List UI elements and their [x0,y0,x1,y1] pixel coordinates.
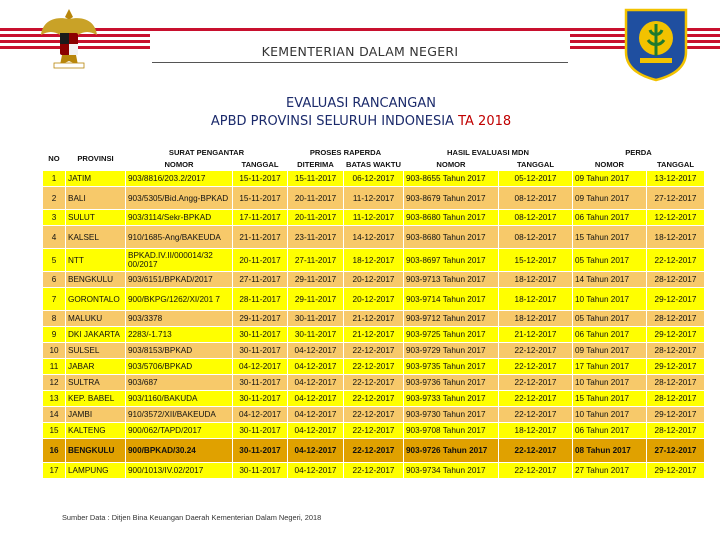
row-perda-nomor: 05 Tahun 2017 [572,311,646,327]
row-hasil-nomor: 903-9729 Tahun 2017 [403,343,498,359]
table-row [43,226,705,249]
row-hasil-nomor: 903-9735 Tahun 2017 [403,359,498,375]
table-group-header-row [43,147,705,159]
table-row [43,311,705,327]
title-main-text: APBD PROVINSI SELURUH INDONESIA [210,114,459,129]
row-perda-tanggal: 27-12-2017 [646,187,704,210]
row-no: 14 [43,407,66,423]
row-diterima: 04-12-2017 [288,423,344,439]
row-sp-tanggal: 30-11-2017 [233,327,288,343]
row-perda-tanggal: 28-12-2017 [646,272,704,288]
row-provinsi: BENGKULU [66,439,126,463]
row-diterima: 29-11-2017 [288,272,344,288]
row-sp-tanggal: 28-11-2017 [233,288,288,311]
table-row [43,375,705,391]
col-perda-nomor: NOMOR [572,159,646,171]
row-provinsi: KEP. BABEL [66,391,126,407]
row-batas-waktu: 22-12-2017 [344,463,404,479]
row-perda-nomor: 06 Tahun 2017 [572,327,646,343]
row-perda-nomor: 10 Tahun 2017 [572,407,646,423]
row-sp-nomor: 2283/-1.713 [126,327,233,343]
row-sp-tanggal: 27-11-2017 [233,272,288,288]
row-hasil-nomor: 903-9712 Tahun 2017 [403,311,498,327]
row-no: 8 [43,311,66,327]
table-row [43,249,705,272]
row-batas-waktu: 11-12-2017 [344,187,404,210]
row-provinsi: JABAR [66,359,126,375]
row-sp-nomor: 900/062/TAPD/2017 [126,423,233,439]
garuda-emblem-icon [40,5,98,71]
col-batas-waktu: BATAS WAKTU [344,159,404,171]
row-no: 5 [43,249,66,272]
row-batas-waktu: 20-12-2017 [344,272,404,288]
row-sp-nomor: 903/6151/BPKAD/2017 [126,272,233,288]
row-hasil-nomor: 903-9708 Tahun 2017 [403,423,498,439]
row-no: 15 [43,423,66,439]
table-row [43,288,705,311]
evaluation-table [42,146,705,479]
col-hasil-evaluasi: HASIL EVALUASI MDN [403,147,572,159]
row-no: 17 [43,463,66,479]
row-hasil-tanggal: 22-12-2017 [498,391,572,407]
row-hasil-nomor: 903-9713 Tahun 2017 [403,272,498,288]
row-sp-tanggal: 21-11-2017 [233,226,288,249]
row-hasil-nomor: 903-9734 Tahun 2017 [403,463,498,479]
table-row [43,359,705,375]
row-sp-tanggal: 30-11-2017 [233,375,288,391]
row-no: 7 [43,288,66,311]
row-provinsi: BALI [66,187,126,210]
row-diterima: 04-12-2017 [288,391,344,407]
table-sub-header-row [43,159,705,171]
row-batas-waktu: 20-12-2017 [344,288,404,311]
row-hasil-nomor: 903-9733 Tahun 2017 [403,391,498,407]
row-diterima: 27-11-2017 [288,249,344,272]
row-diterima: 04-12-2017 [288,407,344,423]
row-perda-tanggal: 29-12-2017 [646,359,704,375]
row-sp-tanggal: 17-11-2017 [233,210,288,226]
row-sp-nomor: 900/BKPG/1262/XI/201 7 [126,288,233,311]
row-batas-waktu: 22-12-2017 [344,375,404,391]
page-title-line1: EVALUASI RANCANGAN [286,96,436,111]
row-perda-nomor: 09 Tahun 2017 [572,343,646,359]
row-perda-tanggal: 12-12-2017 [646,210,704,226]
row-perda-nomor: 10 Tahun 2017 [572,375,646,391]
row-no: 16 [43,439,66,463]
row-hasil-tanggal: 08-12-2017 [498,226,572,249]
row-perda-tanggal: 28-12-2017 [646,311,704,327]
row-sp-nomor: 903/3114/Sekr-BPKAD [126,210,233,226]
row-diterima: 30-11-2017 [288,311,344,327]
row-sp-tanggal: 04-12-2017 [233,407,288,423]
table-row [43,210,705,226]
row-provinsi: NTT [66,249,126,272]
row-sp-nomor: 903/5706/BPKAD [126,359,233,375]
row-perda-tanggal: 29-12-2017 [646,327,704,343]
row-provinsi: MALUKU [66,311,126,327]
row-hasil-tanggal: 22-12-2017 [498,359,572,375]
col-perda: PERDA [572,147,704,159]
row-batas-waktu: 22-12-2017 [344,407,404,423]
col-hasil-nomor: NOMOR [403,159,498,171]
row-provinsi: JATIM [66,171,126,187]
row-batas-waktu: 06-12-2017 [344,171,404,187]
row-diterima: 20-11-2017 [288,210,344,226]
row-no: 10 [43,343,66,359]
row-perda-nomor: 15 Tahun 2017 [572,226,646,249]
col-sp-nomor: NOMOR [126,159,233,171]
row-sp-nomor: 903/3378 [126,311,233,327]
row-perda-nomor: 06 Tahun 2017 [572,210,646,226]
row-diterima: 20-11-2017 [288,187,344,210]
title-year-text: TA 2018 [458,114,512,129]
row-perda-nomor: 27 Tahun 2017 [572,463,646,479]
row-diterima: 30-11-2017 [288,327,344,343]
row-hasil-tanggal: 08-12-2017 [498,210,572,226]
row-batas-waktu: 22-12-2017 [344,391,404,407]
row-provinsi: SULTRA [66,375,126,391]
row-sp-nomor: 910/3572/XII/BAKEUDA [126,407,233,423]
row-batas-waktu: 22-12-2017 [344,423,404,439]
row-hasil-nomor: 903-8679 Tahun 2017 [403,187,498,210]
row-no: 13 [43,391,66,407]
row-sp-tanggal: 15-11-2017 [233,187,288,210]
row-hasil-nomor: 903-9736 Tahun 2017 [403,375,498,391]
col-hasil-tanggal: TANGGAL [498,159,572,171]
row-perda-tanggal: 27-12-2017 [646,439,704,463]
row-hasil-nomor: 903-9714 Tahun 2017 [403,288,498,311]
row-sp-tanggal: 30-11-2017 [233,391,288,407]
row-provinsi: BENGKULU [66,272,126,288]
row-perda-tanggal: 29-12-2017 [646,407,704,423]
row-hasil-tanggal: 18-12-2017 [498,272,572,288]
table-row [43,272,705,288]
row-provinsi: GORONTALO [66,288,126,311]
row-hasil-tanggal: 21-12-2017 [498,327,572,343]
row-hasil-tanggal: 18-12-2017 [498,311,572,327]
row-sp-tanggal: 30-11-2017 [233,439,288,463]
row-perda-nomor: 09 Tahun 2017 [572,187,646,210]
source-note: Sumber Data : Ditjen Bina Keuangan Daerah Kementerian Dalam Negeri, 2018 [62,513,322,522]
row-provinsi: SULUT [66,210,126,226]
table-row [43,463,705,479]
row-batas-waktu: 21-12-2017 [344,311,404,327]
table-row [43,327,705,343]
row-perda-tanggal: 28-12-2017 [646,375,704,391]
row-batas-waktu: 18-12-2017 [344,249,404,272]
col-provinsi: PROVINSI [66,147,126,171]
table-row [43,187,705,210]
page-title-line2 [176,114,546,129]
row-perda-tanggal: 28-12-2017 [646,391,704,407]
row-provinsi: LAMPUNG [66,463,126,479]
row-provinsi: DKI JAKARTA [66,327,126,343]
row-hasil-tanggal: 22-12-2017 [498,439,572,463]
row-perda-tanggal: 18-12-2017 [646,226,704,249]
row-hasil-tanggal: 18-12-2017 [498,288,572,311]
row-sp-nomor: 910/1685-Ang/BAKEUDA [126,226,233,249]
row-perda-nomor: 15 Tahun 2017 [572,391,646,407]
row-hasil-tanggal: 22-12-2017 [498,375,572,391]
col-surat-pengantar: SURAT PENGANTAR [126,147,288,159]
row-hasil-nomor: 903-8680 Tahun 2017 [403,226,498,249]
row-batas-waktu: 11-12-2017 [344,210,404,226]
row-hasil-nomor: 903-9726 Tahun 2017 [403,439,498,463]
row-no: 9 [43,327,66,343]
table-row [43,423,705,439]
row-sp-tanggal: 30-11-2017 [233,343,288,359]
row-hasil-nomor: 903-9730 Tahun 2017 [403,407,498,423]
row-perda-nomor: 05 Tahun 2017 [572,249,646,272]
table-row [43,391,705,407]
row-sp-tanggal: 29-11-2017 [233,311,288,327]
row-batas-waktu: 22-12-2017 [344,359,404,375]
header-underline [152,62,568,63]
row-no: 11 [43,359,66,375]
row-batas-waktu: 21-12-2017 [344,327,404,343]
row-perda-nomor: 10 Tahun 2017 [572,288,646,311]
row-provinsi: SULSEL [66,343,126,359]
col-perda-tanggal: TANGGAL [646,159,704,171]
col-no: NO [43,147,66,171]
row-perda-nomor: 09 Tahun 2017 [572,171,646,187]
row-hasil-nomor: 903-9725 Tahun 2017 [403,327,498,343]
row-sp-tanggal: 30-11-2017 [233,463,288,479]
row-hasil-tanggal: 18-12-2017 [498,423,572,439]
row-sp-nomor: 903/8816/203.2/2017 [126,171,233,187]
row-sp-nomor: BPKAD.IV.II/000014/32 00/2017 [126,249,233,272]
row-hasil-tanggal: 15-12-2017 [498,249,572,272]
row-batas-waktu: 14-12-2017 [344,226,404,249]
row-diterima: 15-11-2017 [288,171,344,187]
row-diterima: 23-11-2017 [288,226,344,249]
col-diterima: DITERIMA [288,159,344,171]
row-perda-nomor: 06 Tahun 2017 [572,423,646,439]
row-perda-tanggal: 13-12-2017 [646,171,704,187]
row-provinsi: KALSEL [66,226,126,249]
col-proses-raperda: PROSES RAPERDA [288,147,404,159]
row-perda-tanggal: 22-12-2017 [646,249,704,272]
row-sp-tanggal: 15-11-2017 [233,171,288,187]
col-sp-tanggal: TANGGAL [233,159,288,171]
row-no: 3 [43,210,66,226]
row-diterima: 04-12-2017 [288,463,344,479]
row-no: 4 [43,226,66,249]
table-row [43,171,705,187]
row-no: 12 [43,375,66,391]
row-sp-tanggal: 30-11-2017 [233,423,288,439]
row-provinsi: KALTENG [66,423,126,439]
table-row [43,407,705,423]
table-row [43,343,705,359]
row-diterima: 04-12-2017 [288,439,344,463]
row-sp-tanggal: 20-11-2017 [233,249,288,272]
row-sp-nomor: 900/1013/IV.02/2017 [126,463,233,479]
row-sp-nomor: 903/687 [126,375,233,391]
table-body [43,171,705,479]
row-hasil-nomor: 903-8697 Tahun 2017 [403,249,498,272]
row-provinsi: JAMBI [66,407,126,423]
row-sp-nomor: 900/BPKAD/30.24 [126,439,233,463]
row-sp-nomor: 903/1160/BAKUDA [126,391,233,407]
row-perda-tanggal: 29-12-2017 [646,463,704,479]
row-diterima: 04-12-2017 [288,343,344,359]
row-hasil-nomor: 903-8655 Tahun 2017 [403,171,498,187]
row-sp-nomor: 903/8153/BPKAD [126,343,233,359]
row-batas-waktu: 22-12-2017 [344,343,404,359]
row-perda-nomor: 08 Tahun 2017 [572,439,646,463]
row-diterima: 04-12-2017 [288,375,344,391]
row-perda-tanggal: 28-12-2017 [646,423,704,439]
row-no: 6 [43,272,66,288]
row-perda-nomor: 17 Tahun 2017 [572,359,646,375]
row-no: 2 [43,187,66,210]
row-hasil-tanggal: 05-12-2017 [498,171,572,187]
kemendagri-logo-icon [622,6,690,82]
row-hasil-tanggal: 22-12-2017 [498,463,572,479]
row-batas-waktu: 22-12-2017 [344,439,404,463]
table-row [43,439,705,463]
row-diterima: 29-11-2017 [288,288,344,311]
row-perda-nomor: 14 Tahun 2017 [572,272,646,288]
row-no: 1 [43,171,66,187]
row-hasil-nomor: 903-8680 Tahun 2017 [403,210,498,226]
row-hasil-tanggal: 22-12-2017 [498,407,572,423]
row-hasil-tanggal: 22-12-2017 [498,343,572,359]
row-sp-tanggal: 04-12-2017 [233,359,288,375]
row-perda-tanggal: 28-12-2017 [646,343,704,359]
row-hasil-tanggal: 08-12-2017 [498,187,572,210]
row-perda-tanggal: 29-12-2017 [646,288,704,311]
row-diterima: 04-12-2017 [288,359,344,375]
row-sp-nomor: 903/5305/Bid.Angg-BPKAD [126,187,233,210]
ministry-name: KEMENTERIAN DALAM NEGERI [261,44,459,59]
